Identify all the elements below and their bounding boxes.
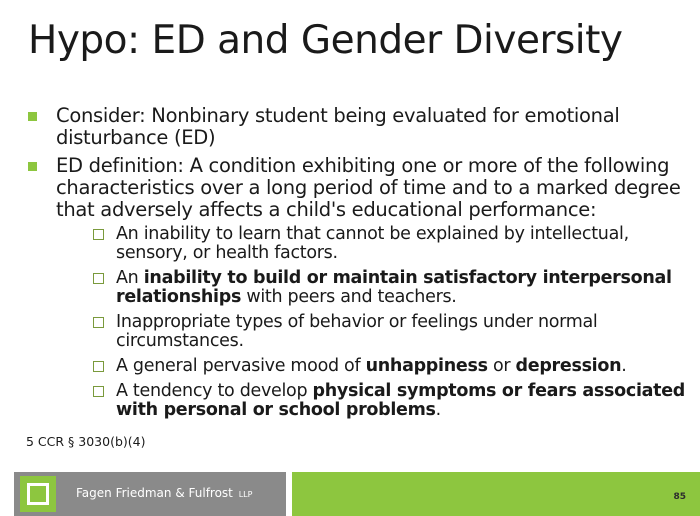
legal-citation: 5 CCR § 3030(b)(4): [26, 434, 146, 449]
bullet-item: [26, 155, 691, 420]
hollow-square-bullet-icon: [93, 386, 104, 397]
bullet-text: ED definition: A condition exhibiting one or more of the following characteristics over a long period of time and to a marked degree that adversely affects a child's educational performance:: [56, 154, 681, 221]
green-square-bullet-icon: [28, 112, 37, 121]
sub-bullet-text: Inappropriate types of behavior or feelings under normal circumstances.: [116, 312, 598, 351]
green-square-bullet-icon: [28, 162, 37, 171]
hollow-square-bullet-icon: [93, 361, 104, 372]
bullet-list: [26, 105, 691, 426]
bullet-item: [26, 105, 691, 149]
emphasis-text: depression: [515, 356, 622, 376]
sub-bullet-item: [56, 313, 691, 351]
sub-bullet-list: [56, 225, 691, 420]
emphasis-text: inability to build or maintain satisfactory interpersonal relationships: [116, 268, 672, 307]
sub-bullet-text: An: [116, 268, 144, 288]
slide-title: Hypo: ED and Gender Diversity: [28, 18, 623, 63]
sub-bullet-item: [56, 225, 691, 263]
hollow-square-bullet-icon: [93, 317, 104, 328]
firm-name-text: Fagen Friedman & Fulfrost: [76, 486, 233, 500]
sub-bullet-text: .: [435, 400, 441, 420]
sub-bullet-text: .: [621, 356, 627, 376]
hollow-square-bullet-icon: [93, 273, 104, 284]
sub-bullet-item: [56, 357, 691, 376]
firm-logo-icon: [20, 476, 56, 512]
emphasis-text: unhappiness: [365, 356, 488, 376]
footer-accent-bar: [292, 472, 700, 516]
firm-name: [76, 486, 252, 500]
sub-bullet-text: A tendency to develop: [116, 381, 313, 401]
footer-brand-bar: [14, 472, 286, 516]
page-number: 85: [673, 492, 686, 502]
sub-bullet-text: A general pervasive mood of: [116, 356, 366, 376]
bullet-text: Consider: Nonbinary student being evaluated for emotional disturbance (ED): [56, 104, 620, 149]
hollow-square-bullet-icon: [93, 229, 104, 240]
sub-bullet-text: with peers and teachers.: [241, 287, 457, 307]
sub-bullet-text: An inability to learn that cannot be explained by intellectual, sensory, or health factors.: [116, 224, 629, 263]
sub-bullet-item: [56, 382, 691, 420]
sub-bullet-text: or: [487, 356, 516, 376]
firm-suffix: LLP: [238, 490, 253, 499]
sub-bullet-item: [56, 269, 691, 307]
emphasis-text: physical symptoms or fears associated with personal or school problems: [116, 381, 686, 420]
